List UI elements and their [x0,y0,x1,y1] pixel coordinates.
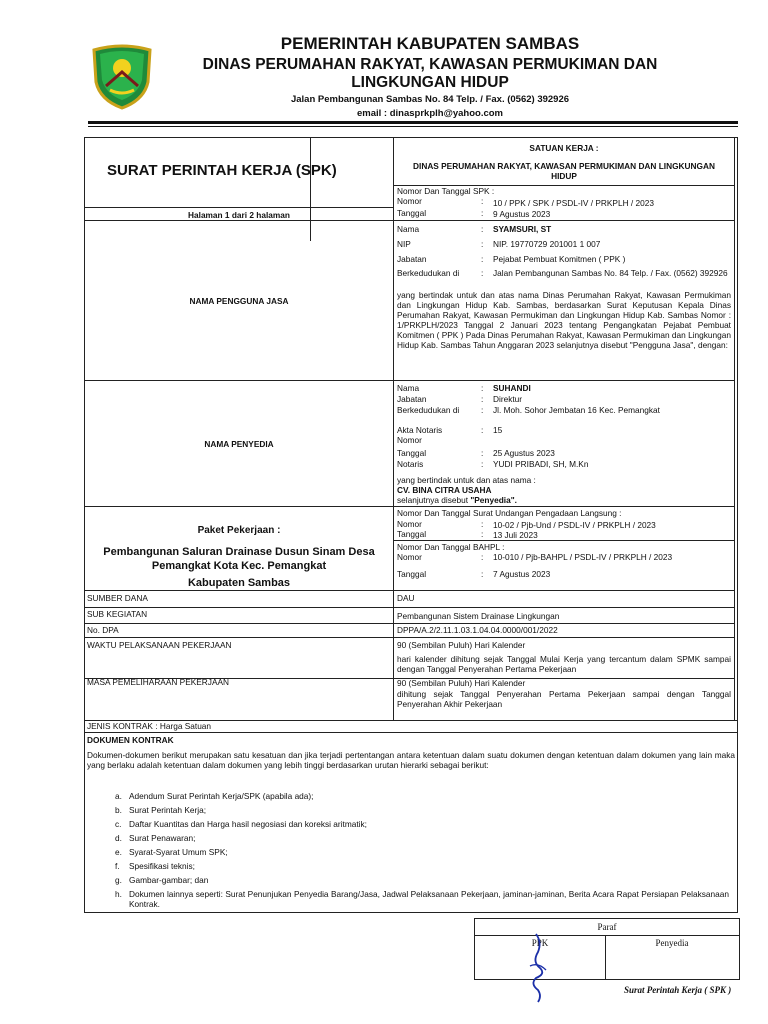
undangan-header: Nomor Dan Tanggal Surat Undangan Pengadaan Langsung : [397,508,622,518]
paraf-divider [475,935,739,936]
dokumen-item: Surat Penawaran; [129,833,196,843]
bahpl-header: Nomor Dan Tanggal BAHPL : [397,542,505,552]
letterhead-email: email : dinasprkplh@yahoo.com [357,108,503,119]
dokumen-title: DOKUMEN KONTRAK [87,735,174,745]
colon: : [481,405,484,415]
dokumen-item: Gambar-gambar; dan [129,875,209,885]
row-divider [85,732,737,733]
penyedia-line1: yang bertindak untuk dan atas nama : [397,475,536,485]
dokumen-item-letter: f. [115,861,120,871]
dokumen-item-letter: a. [115,791,122,801]
header-divider [88,121,738,124]
colon: : [481,519,484,529]
colon: : [481,459,484,469]
spk-number-value: 10 / PPK / SPK / PSDL-IV / PRKPLH / 2023 [493,198,654,208]
row-divider [85,220,735,221]
spk-number-header: Nomor Dan Tanggal SPK : [397,186,495,196]
dokumen-item: Daftar Kuantitas dan Harga hasil negosiasi dan koreksi aritmatik; [129,819,367,829]
col-divider [734,138,735,720]
spk-title: SURAT PERINTAH KERJA (SPK) [107,162,337,179]
bahpl-tanggal-value: 7 Agustus 2023 [493,569,551,579]
bahpl-nomor-label: Nomor [397,552,422,562]
colon: : [481,208,484,218]
colon: : [481,552,484,562]
akta-nomor-label: Nomor [397,435,422,445]
dokumen-item-letter: c. [115,819,122,829]
sambas-regency-logo [88,42,156,110]
akta-tanggal-label: Tanggal [397,448,427,458]
colon: : [481,383,484,393]
row-divider [85,380,735,381]
dokumen-item: Surat Perintah Kerja; [129,805,207,815]
letterhead-address: Jalan Pembangunan Sambas No. 84 Telp. / Fax. (0562) 392926 [290,94,570,105]
spk-number-label: Nomor [397,196,422,206]
page-count: Halaman 1 dari 2 halaman [188,210,290,220]
pengguna-jabatan-label: Jabatan [397,254,427,264]
pengguna-kedudukan-value: Jalan Pembangunan Sambas No. 84 Telp. / Fax. (0562) 392926 [493,268,728,278]
colon: : [481,394,484,404]
footer-doc-title: Surat Perintah Kerja ( SPK ) [624,985,732,995]
letterhead-government: PEMERINTAH KABUPATEN SAMBAS [280,34,580,53]
pengguna-jabatan-value: Pejabat Pembuat Komitmen ( PPK ) [493,254,626,264]
ppk-signature [520,932,556,1004]
penyedia-jabatan-label: Jabatan [397,394,427,404]
dokumen-item-letter: h. [115,889,122,899]
dokumen-item-letter: e. [115,847,122,857]
row-divider [85,623,735,624]
paket-label: Paket Pekerjaan : [197,525,281,536]
paket-name: Pembangunan Saluran Drainase Dusun Sinam Desa Pemangkat Kota Kec. Pemangkat [103,546,375,572]
bahpl-nomor-value: 10-010 / Pjb-BAHPL / PSDL-IV / PRKPLH / 2023 [493,552,673,562]
sub-kegiatan-label: SUB KEGIATAN [87,609,148,619]
masa-value: 90 (Sembilan Puluh) Hari Kalender [397,678,526,688]
dokumen-intro: Dokumen-dokumen berikut merupakan satu kesatuan dan jika terjadi pertentangan antara ketentuan dalam suatu dokumen dengan ketentuan dalam dokumen yang lain maka yang berlaku adalah ketentuan dalam dokumen yang lebih tinggi berdasarkan urutan hierarki sebagai berikut: [87,750,735,770]
undangan-nomor-label: Nomor [397,519,422,529]
penyedia-nama-value: SUHANDI [493,383,531,393]
dokumen-item-letter: d. [115,833,122,843]
spk-date-value: 9 Agustus 2023 [493,209,551,219]
masa-label: MASA PEMELIHARAAN PEKERJAAN [87,677,230,687]
waktu-note: hari kalender dihitung sejak Tanggal Mulai Kerja yang tercantum dalam SPMK sampai dengan Tanggal Penyerahan Pertama Pekerjaan [397,654,731,674]
satuan-kerja-value: DINAS PERUMAHAN RAKYAT, KAWASAN PERMUKIMAN DAN LINGKUNGAN HIDUP [413,161,715,181]
penyedia-kedudukan-value: Jl. Moh. Sohor Jembatan 16 Kec. Pemangkat [493,405,660,415]
penyedia-kedudukan-label: Berkedudukan di [397,405,460,415]
akta-label: Akta Notaris [397,425,443,435]
pengguna-nama-label: Nama [397,224,420,234]
undangan-tanggal-value: 13 Juli 2023 [493,530,538,540]
row-divider [85,590,735,591]
spk-table [84,137,738,913]
dokumen-item-letter: g. [115,875,122,885]
jenis-kontrak: JENIS KONTRAK : Harga Satuan [87,721,212,731]
colon: : [481,268,484,278]
penyedia-company: CV. BINA CITRA USAHA [397,485,492,495]
col-divider [393,138,394,720]
colon: : [481,196,484,206]
paraf-penyedia-label: Penyedia [655,938,689,948]
dokumen-item-letter: b. [115,805,122,815]
row-divider [85,506,735,507]
penyedia-jabatan-value: Direktur [493,394,523,404]
paket-kabupaten: Kabupaten Sambas [187,577,291,589]
colon: : [481,239,484,249]
colon: : [481,224,484,234]
pengguna-nama-value: SYAMSURI, ST [493,224,552,234]
paraf-title: Paraf [597,922,617,932]
notaris-value: YUDI PRIBADI, SH, M.Kn [493,459,589,469]
penyedia-line3-text: selanjutnya disebut [397,495,471,505]
dokumen-item: Adendum Surat Perintah Kerja/SPK (apabila ada); [129,791,314,801]
pengguna-nip-value: NIP. 19770729 201001 1 007 [493,239,601,249]
spk-date-label: Tanggal [397,208,427,218]
pengguna-paragraph: yang bertindak untuk dan atas nama Dinas Perumahan Rakyat, Kawasan Permukiman dan Lingkungan Hidup Kab. Sambas, berdasarkan Surat Keputusan Kepala Dinas Perumahan Rakyat, Kawasan Permukiman dan Lingkungan Hidup Kab. Sambas Nomor : 1/PRKPLH/2023 Tanggal 2 Januari 2023 tentang Pengangkatan Pejabat Pembuat Komitmen ( PPK ) Pada Dinas Perumahan Rakyat, Kawasan Permukiman dan Lingkungan Hidup Kab. Sambas Tahun Anggaran 2023 selanjutnya disebut "Pengguna Jasa", dengan: [397,290,731,350]
undangan-tanggal-label: Tanggal [397,529,427,539]
row-divider [85,637,735,638]
pengguna-kedudukan-label: Berkedudukan di [397,268,460,278]
notaris-label: Notaris [397,459,424,469]
colon: : [481,425,484,435]
penyedia-alias: "Penyedia". [470,495,517,505]
colon: : [481,529,484,539]
sumber-dana-label: SUMBER DANA [87,593,148,603]
pengguna-nip-label: NIP [397,239,411,249]
penyedia-label: NAMA PENYEDIA [204,439,274,449]
colon: : [481,254,484,264]
penyedia-nama-label: Nama [397,383,420,393]
waktu-value: 90 (Sembilan Puluh) Hari Kalender [397,640,526,650]
col-divider [310,138,311,241]
dokumen-item: Dokumen lainnya seperti: Surat Penunjukan Penyedia Barang/Jasa, Jadwal Pelaksanaan Pekerjaan, jaminan-jaminan, Berita Acara Rapat Persiapan Pelaksanaan Kontrak. [129,889,729,909]
colon: : [481,448,484,458]
dokumen-item: Syarat-Syarat Umum SPK; [129,847,228,857]
akta-tanggal-value: 25 Agustus 2023 [493,448,555,458]
colon: : [481,569,484,579]
letterhead-agency: DINAS PERUMAHAN RAKYAT, KAWASAN PERMUKIMAN DAN LINGKUNGAN HIDUP [202,56,658,91]
satuan-kerja-label: SATUAN KERJA : [529,143,599,153]
dpa-value: DPPA/A.2/2.11.1.03.1.04.04.0000/001/2022 [397,625,558,635]
bahpl-tanggal-label: Tanggal [397,569,427,579]
masa-note: dihitung sejak Tanggal Penyerahan Pertama Pekerjaan sampai dengan Tanggal Penyerahan Akhir Pekerjaan [397,689,731,709]
penyedia-line3 [397,495,517,505]
paraf-box [474,918,740,980]
sub-kegiatan-value: Pembangunan Sistem Drainase Lingkungan [397,611,560,621]
dpa-label: No. DPA [87,625,119,635]
dokumen-item: Spesifikasi teknis; [129,861,195,871]
header-divider-thin [88,126,738,127]
row-divider [393,540,735,541]
akta-value: 15 [493,425,503,435]
undangan-nomor-value: 10-02 / Pjb-Und / PSDL-IV / PRKPLH / 2023 [493,520,656,530]
paraf-ppk-label: PPK [531,938,549,948]
row-divider [85,207,393,208]
row-divider [85,607,735,608]
sumber-dana-value: DAU [397,593,415,603]
pengguna-jasa-label: NAMA PENGGUNA JASA [189,296,289,306]
waktu-label: WAKTU PELAKSANAAN PEKERJAAN [87,640,232,650]
